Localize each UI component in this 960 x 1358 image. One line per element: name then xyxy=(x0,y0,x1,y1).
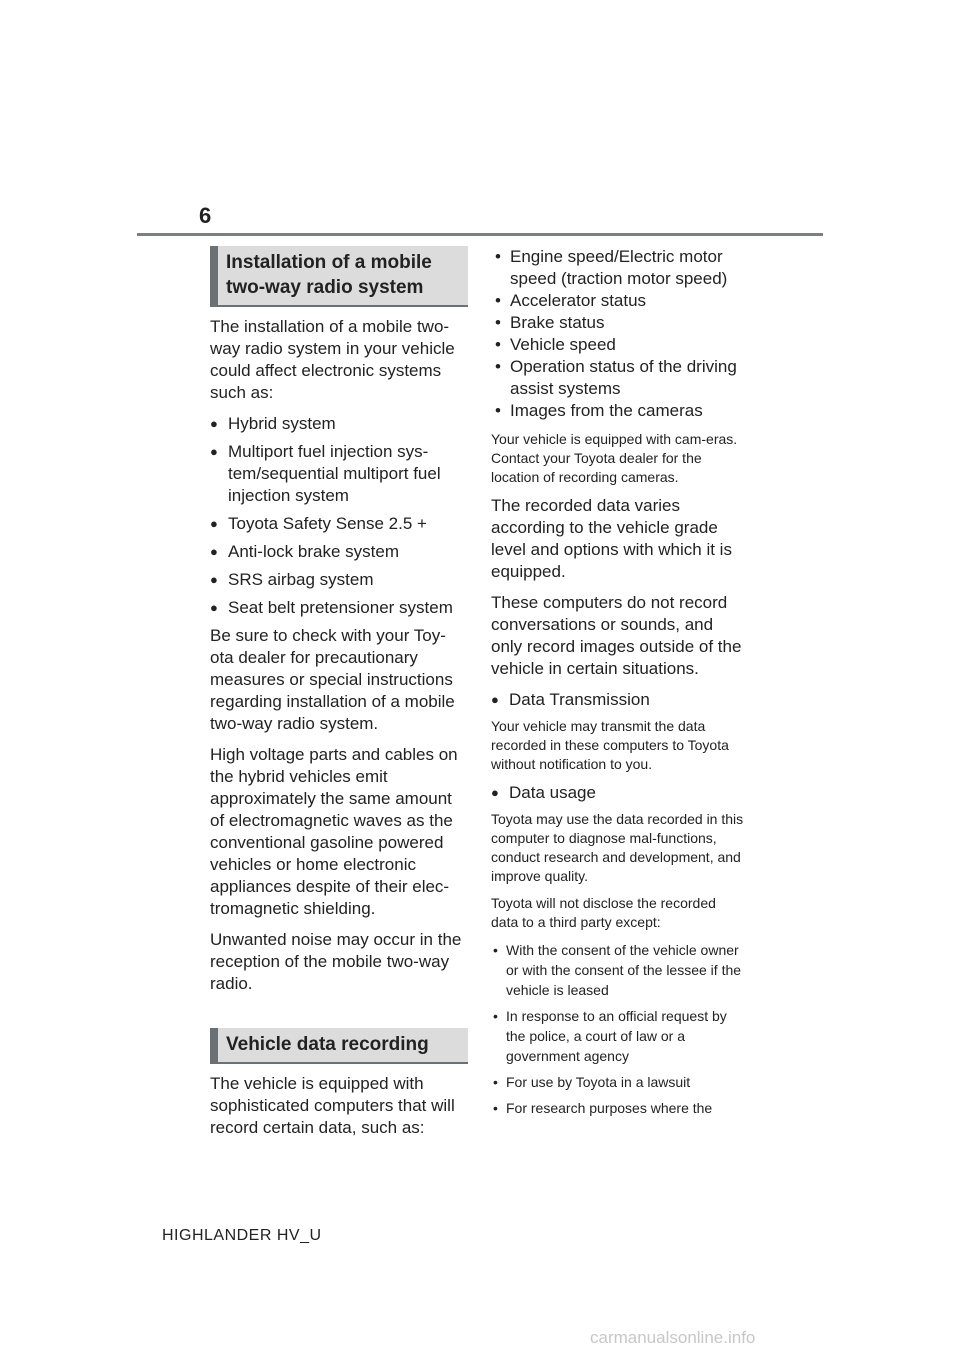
list-item: ● Data Transmission xyxy=(491,689,746,711)
list-item: ● Toyota Safety Sense 2.5 + xyxy=(210,513,468,535)
no-record-paragraph: These computers do not record conversations or sounds, and only record images outside of the vehicle in certain situations. xyxy=(491,593,742,678)
list-item: ● SRS airbag system xyxy=(210,569,468,591)
page-number: 6 xyxy=(199,203,212,228)
right-column xyxy=(491,246,746,1124)
list-item: • Brake status xyxy=(491,312,746,334)
list-item: • For research purposes where the xyxy=(491,1098,746,1118)
list-item: • In response to an official request by the police, a court of law or a government agency xyxy=(491,1006,746,1066)
noise-paragraph: Unwanted noise may occur in the reception of the mobile two-way radio. xyxy=(210,930,462,993)
recording-intro: The vehicle is equipped with sophisticated computers that will record certain data, such as: xyxy=(210,1074,455,1137)
list-item: ● Data usage xyxy=(491,782,746,804)
section-heading-radio xyxy=(210,246,468,307)
transmission-note: Your vehicle may transmit the data recorded in these computers to Toyota without notification to you. xyxy=(491,718,729,772)
heading-line-2: two-way radio system xyxy=(226,277,424,298)
list-item: • Engine speed/Electric motor speed (traction motor speed) xyxy=(491,246,746,290)
list-item: • Vehicle speed xyxy=(491,334,746,356)
heading-line-1: Installation of a mobile xyxy=(226,252,432,273)
list-item: • Operation status of the driving assist systems xyxy=(491,356,746,400)
disclose-note: Toyota will not disclose the recorded data to a third party except: xyxy=(491,895,716,930)
list-item: ● Hybrid system xyxy=(210,413,468,435)
list-item: • With the consent of the vehicle owner or with the consent of the lessee if the vehicle is leased xyxy=(491,940,746,1000)
list-item: • Images from the cameras xyxy=(491,400,746,422)
left-column xyxy=(210,246,468,1148)
list-item: ● Multiport fuel injection sys-tem/sequential multiport fuel injection system xyxy=(210,441,468,507)
camera-note: Your vehicle is equipped with cam-eras. Contact your Toyota dealer for the location of recording cameras. xyxy=(491,431,738,485)
list-item: ● Seat belt pretensioner system xyxy=(210,597,468,619)
radio-intro: The installation of a mobile two-way radio system in your vehicle could affect electronic systems such as: xyxy=(210,317,455,402)
header-rule xyxy=(137,233,823,236)
data-varies-paragraph: The recorded data varies according to the vehicle grade level and options with which it is equipped. xyxy=(491,496,732,581)
section-heading-data-recording: Vehicle data recording xyxy=(210,1028,468,1064)
dealer-paragraph: Be sure to check with your Toy-ota dealer for precautionary measures or special instructions regarding installation of a mobile two-way radio system. xyxy=(210,626,455,733)
list-item: • Accelerator status xyxy=(491,290,746,312)
watermark: carmanualsonline.info xyxy=(590,1328,756,1347)
list-item: ● Anti-lock brake system xyxy=(210,541,468,563)
list-item: • For use by Toyota in a lawsuit xyxy=(491,1072,746,1092)
usage-note: Toyota may use the data recorded in this computer to diagnose mal-functions, conduct research and development, and improve quality. xyxy=(491,811,744,884)
footer-model: HIGHLANDER HV_U xyxy=(162,1227,322,1244)
voltage-paragraph: High voltage parts and cables on the hybrid vehicles emit approximately the same amount of electromagnetic waves as the conventional gasoline powered vehicles or home electronic appliances despite of their elec-tromagnetic shielding. xyxy=(210,745,458,918)
